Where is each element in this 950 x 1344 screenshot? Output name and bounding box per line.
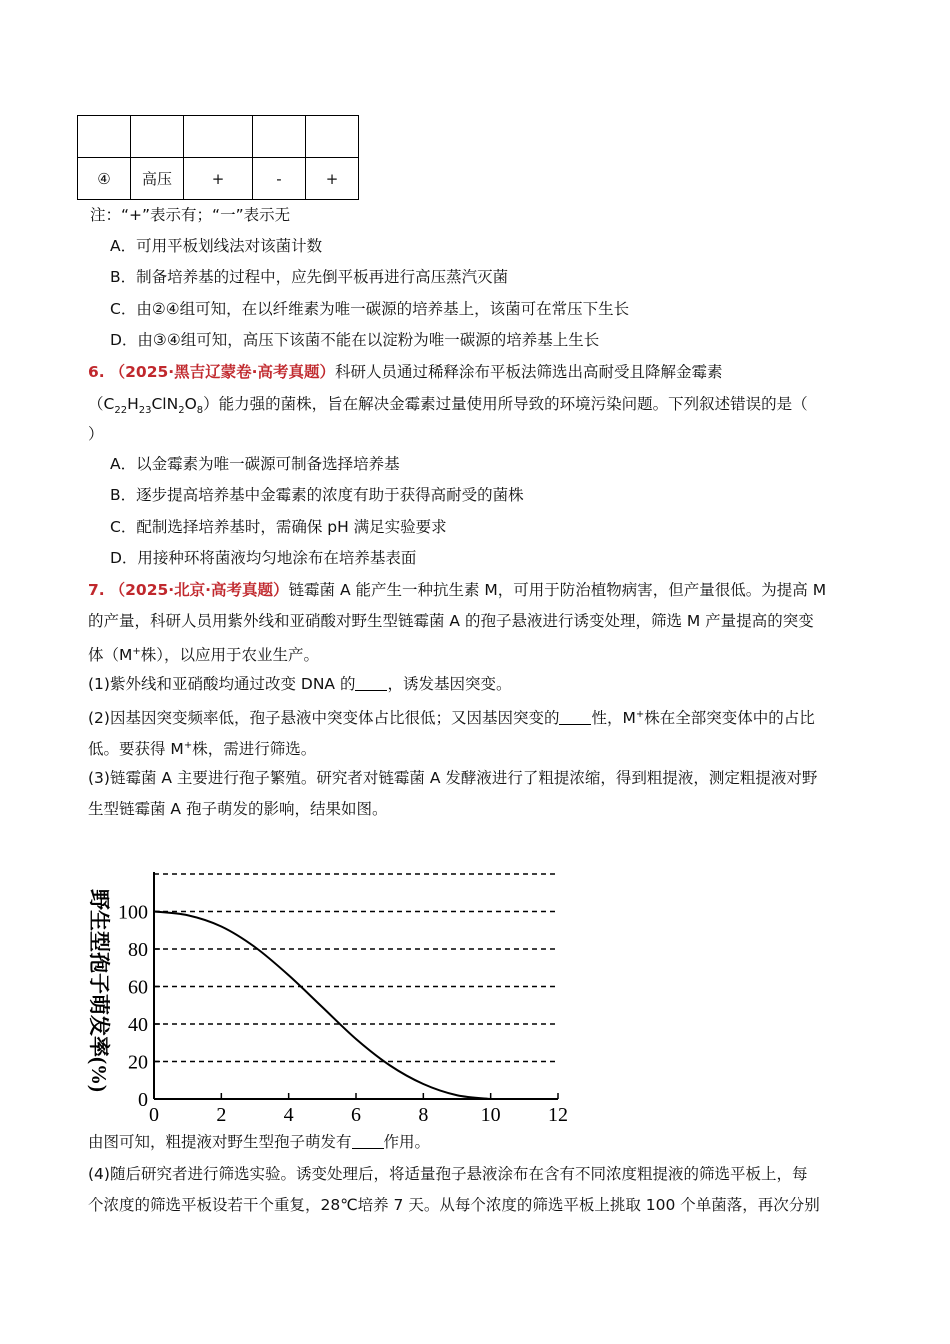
- y-tick-label: 60: [128, 976, 148, 999]
- part-2: (2)因基因突变频率低，孢子悬液中突变体占比很低；又因基因突变的 性，M+株在全部突变体中的占比: [88, 709, 815, 728]
- part-4-line2: 个浓度的筛选平板设若干个重复，28℃培养 7 天。从每个浓度的筛选平板上挑取 100 个单菌落，再次分别: [88, 1196, 820, 1214]
- question-6-stem: [88, 362, 723, 382]
- part-3: (3)链霉菌 A 主要进行孢子繁殖。研究者对链霉菌 A 发酵液进行了粗提浓缩，得到粗提液，测定粗提液对野: [88, 769, 818, 787]
- text-span: (2)因基因突变频率低，孢子悬液中突变体占比很低；又因基因突变的: [88, 709, 560, 728]
- result-table: [77, 115, 359, 200]
- question-source: （2025·黑吉辽蒙卷·高考真题）: [109, 363, 336, 381]
- table-cell: -: [253, 158, 306, 200]
- text-span: 性，M: [591, 709, 636, 728]
- table-cell: [253, 116, 306, 158]
- option-d: D．由③④组可知，高压下该菌不能在以淀粉为唯一碳源的培养基上生长: [110, 331, 600, 349]
- tick-labels: [118, 902, 568, 1125]
- germination-chart: [82, 826, 572, 1124]
- series-line: [154, 912, 491, 1100]
- table-cell: [184, 116, 253, 158]
- option-b: B．制备培养基的过程中，应先倒平板再进行高压蒸汽灭菌: [110, 268, 509, 286]
- y-tick-label: 20: [128, 1051, 148, 1074]
- y-tick-label: 100: [118, 901, 148, 924]
- grid-lines: [154, 874, 558, 1062]
- x-tick-label: 10: [480, 1104, 501, 1124]
- text-span: 株），以应用于农业生产。: [140, 646, 320, 665]
- y-axis-label: 野生型孢子萌发率(%): [87, 889, 111, 1092]
- option-c: C．配制选择培养基时，需确保 pH 满足实验要求: [110, 518, 447, 536]
- formula-open: （C: [88, 395, 115, 413]
- option-d: D．用接种环将菌液均匀地涂布在培养基表面: [110, 549, 417, 567]
- text-span: 由图可知，粗提液对野生型孢子萌发有: [88, 1133, 352, 1151]
- question-text: 科研人员通过稀释涂布平板法筛选出高耐受且降解金霉素: [335, 363, 723, 381]
- text-span: 株，需进行筛选。: [192, 740, 317, 759]
- y-tick-label: 0: [138, 1089, 148, 1111]
- question-7-stem: [88, 580, 826, 600]
- y-tick-label: 80: [128, 939, 148, 961]
- text-span: (1)紫外线和亚硝酸均通过改变 DNA 的: [88, 675, 356, 693]
- x-tick-label: 6: [351, 1104, 361, 1124]
- text-span: 作用。: [383, 1133, 431, 1151]
- x-tick-label: 12: [548, 1104, 568, 1124]
- question-6-line3: ）: [88, 425, 104, 443]
- text-span: 株在全部突变体中的占比: [644, 709, 815, 728]
- table-row: [78, 158, 359, 200]
- question-7-line2: 的产量，科研人员用紫外线和亚硝酸对野生型链霉菌 A 的孢子悬液进行诱变处理，筛选 M 产量提高的突变: [88, 612, 814, 630]
- table-cell: [131, 116, 184, 158]
- question-source: （2025·北京·高考真题）: [109, 581, 289, 599]
- y-tick-label: 40: [128, 1014, 148, 1036]
- text-span: 低。要获得 M: [88, 740, 184, 759]
- question-number: 7.: [88, 581, 105, 599]
- table-cell: +: [306, 158, 359, 200]
- part-3-line2: 生型链霉菌 A 孢子萌发的影响，结果如图。: [88, 800, 388, 818]
- option-c: C．由②④组可知，在以纤维素为唯一碳源的培养基上，该菌可在常压下生长: [110, 300, 630, 318]
- question-7-line3: 体（M+株），以应用于农业生产。: [88, 646, 320, 665]
- x-tick-label: 4: [283, 1104, 294, 1124]
- table-row: [78, 116, 359, 158]
- conclusion-line: [88, 1132, 430, 1152]
- x-tick-label: 2: [216, 1104, 227, 1124]
- option-a: A．可用平板划线法对该菌计数: [110, 237, 323, 255]
- question-number: 6.: [88, 363, 105, 381]
- text-span: 体（M: [88, 646, 133, 665]
- answer-blank[interactable]: [355, 676, 387, 691]
- option-a: A．以金霉素为唯一碳源可制备选择培养基: [110, 455, 400, 473]
- formula-cl: Cl: [151, 395, 167, 413]
- table-cell: ④: [78, 158, 131, 200]
- table-cell: 高压: [131, 158, 184, 200]
- question-text: ）能力强的菌株，旨在解决金霉素过量使用所导致的环境污染问题。下列叙述错误的是（: [203, 395, 808, 413]
- question-text: 链霉菌 A 能产生一种抗生素 M，可用于防治植物病害，但产量很低。为提高 M: [288, 581, 827, 599]
- x-tick-label: 8: [418, 1104, 429, 1124]
- table-cell: +: [184, 158, 253, 200]
- text-span: ，诱发基因突变。: [387, 675, 512, 693]
- answer-blank[interactable]: [559, 710, 591, 725]
- axes: [154, 872, 558, 1099]
- part-1: [88, 674, 511, 694]
- table-cell: [78, 116, 131, 158]
- part-4: (4)随后研究者进行筛选实验。诱变处理后，将适量孢子悬液涂布在含有不同浓度粗提液的筛选平板上，每: [88, 1165, 808, 1183]
- answer-blank[interactable]: [352, 1134, 384, 1149]
- table-cell: [306, 116, 359, 158]
- question-6-line2: $(C_{22}H_{23}ClN_2O_8)$能力强的菌株，旨在解决金霉素过量使用所导致的环境污染问题。下列叙述错误的是（: [88, 395, 808, 417]
- option-b: B．逐步提高培养基中金霉素的浓度有助于获得高耐受的菌株: [110, 486, 524, 504]
- table-note: 注：“+”表示有；“一”表示无: [90, 206, 291, 224]
- part-2-line2: 低。要获得 M+株，需进行筛选。: [88, 740, 317, 759]
- x-tick-label: 0: [149, 1104, 159, 1124]
